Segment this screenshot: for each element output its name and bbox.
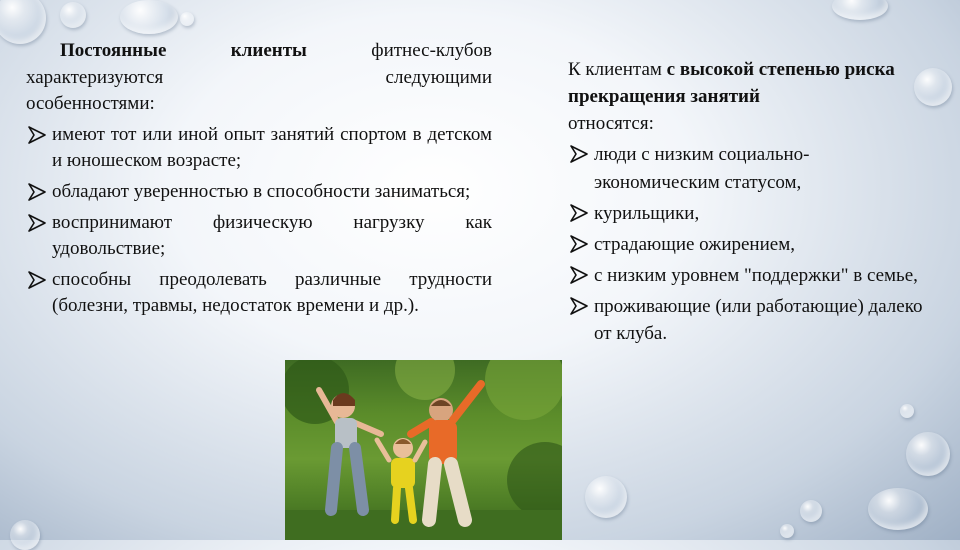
list-item-text: имеют тот или иной опыт занятий спортом в детском и юношеском возрасте; [52, 123, 492, 172]
list-item [26, 267, 492, 320]
water-drop [800, 500, 822, 522]
list-item-text: воспринимают физическую нагрузку как удовольствие; [52, 211, 492, 260]
regular-clients-intro [26, 38, 492, 91]
arrowhead-bullet-icon [570, 297, 588, 315]
arrowhead-bullet-icon [570, 145, 588, 163]
arrowhead-bullet-icon [570, 204, 588, 222]
water-drop [906, 432, 950, 476]
high-risk-intro [568, 56, 924, 110]
list-item-text: курильщики, [594, 202, 700, 224]
list-item [568, 200, 924, 227]
list-item [568, 293, 924, 347]
high-risk-intro-post: относятся: [568, 113, 654, 135]
water-drop [10, 520, 40, 550]
list-item [26, 210, 492, 263]
list-item [568, 262, 924, 289]
list-item-text: страдающие ожирением, [594, 233, 795, 255]
list-item-text: способны преодолевать различные трудности (болезни, травмы, недостаток времени и др.). [52, 268, 492, 317]
regular-clients-bold: Постоянные клиенты [60, 40, 307, 61]
arrowhead-bullet-icon [570, 266, 588, 284]
list-item-text: обладают уверенностью в способности заниматься; [52, 180, 471, 202]
high-risk-bold: с высокой степенью риска прекращения занятий [568, 59, 895, 108]
water-drop [585, 476, 627, 518]
list-item [26, 122, 492, 175]
water-drop [180, 12, 194, 26]
high-risk-clients-text [568, 56, 924, 348]
arrowhead-bullet-icon [28, 183, 46, 201]
regular-clients-list [26, 122, 492, 320]
list-item [568, 141, 924, 195]
arrowhead-bullet-icon [570, 235, 588, 253]
regular-clients-text [26, 38, 492, 320]
water-drop [780, 524, 794, 538]
arrowhead-bullet-icon [28, 271, 46, 289]
list-item-text: проживающие (или работающие) далеко от клуба. [594, 296, 923, 345]
water-drop [900, 404, 914, 418]
high-risk-intro-pre: К клиентам [568, 59, 667, 80]
arrowhead-bullet-icon [28, 214, 46, 232]
water-drop [120, 0, 178, 34]
high-risk-list [568, 141, 924, 347]
water-drop [60, 2, 86, 28]
list-item [26, 179, 492, 206]
water-drop [868, 488, 928, 530]
regular-clients-intro-rest: фитнес-клубов характеризуются следующими [26, 40, 492, 88]
list-item-text: с низким уровнем "поддержки" в семье, [594, 265, 918, 287]
family-exercise-illustration [285, 360, 562, 540]
regular-clients-intro-end: особенностями: [26, 93, 155, 115]
list-item [568, 231, 924, 258]
water-drop [832, 0, 888, 20]
arrowhead-bullet-icon [28, 126, 46, 144]
list-item-text: люди с низким социально-экономическим статусом, [594, 144, 810, 193]
family-exercise-photo [285, 360, 562, 540]
